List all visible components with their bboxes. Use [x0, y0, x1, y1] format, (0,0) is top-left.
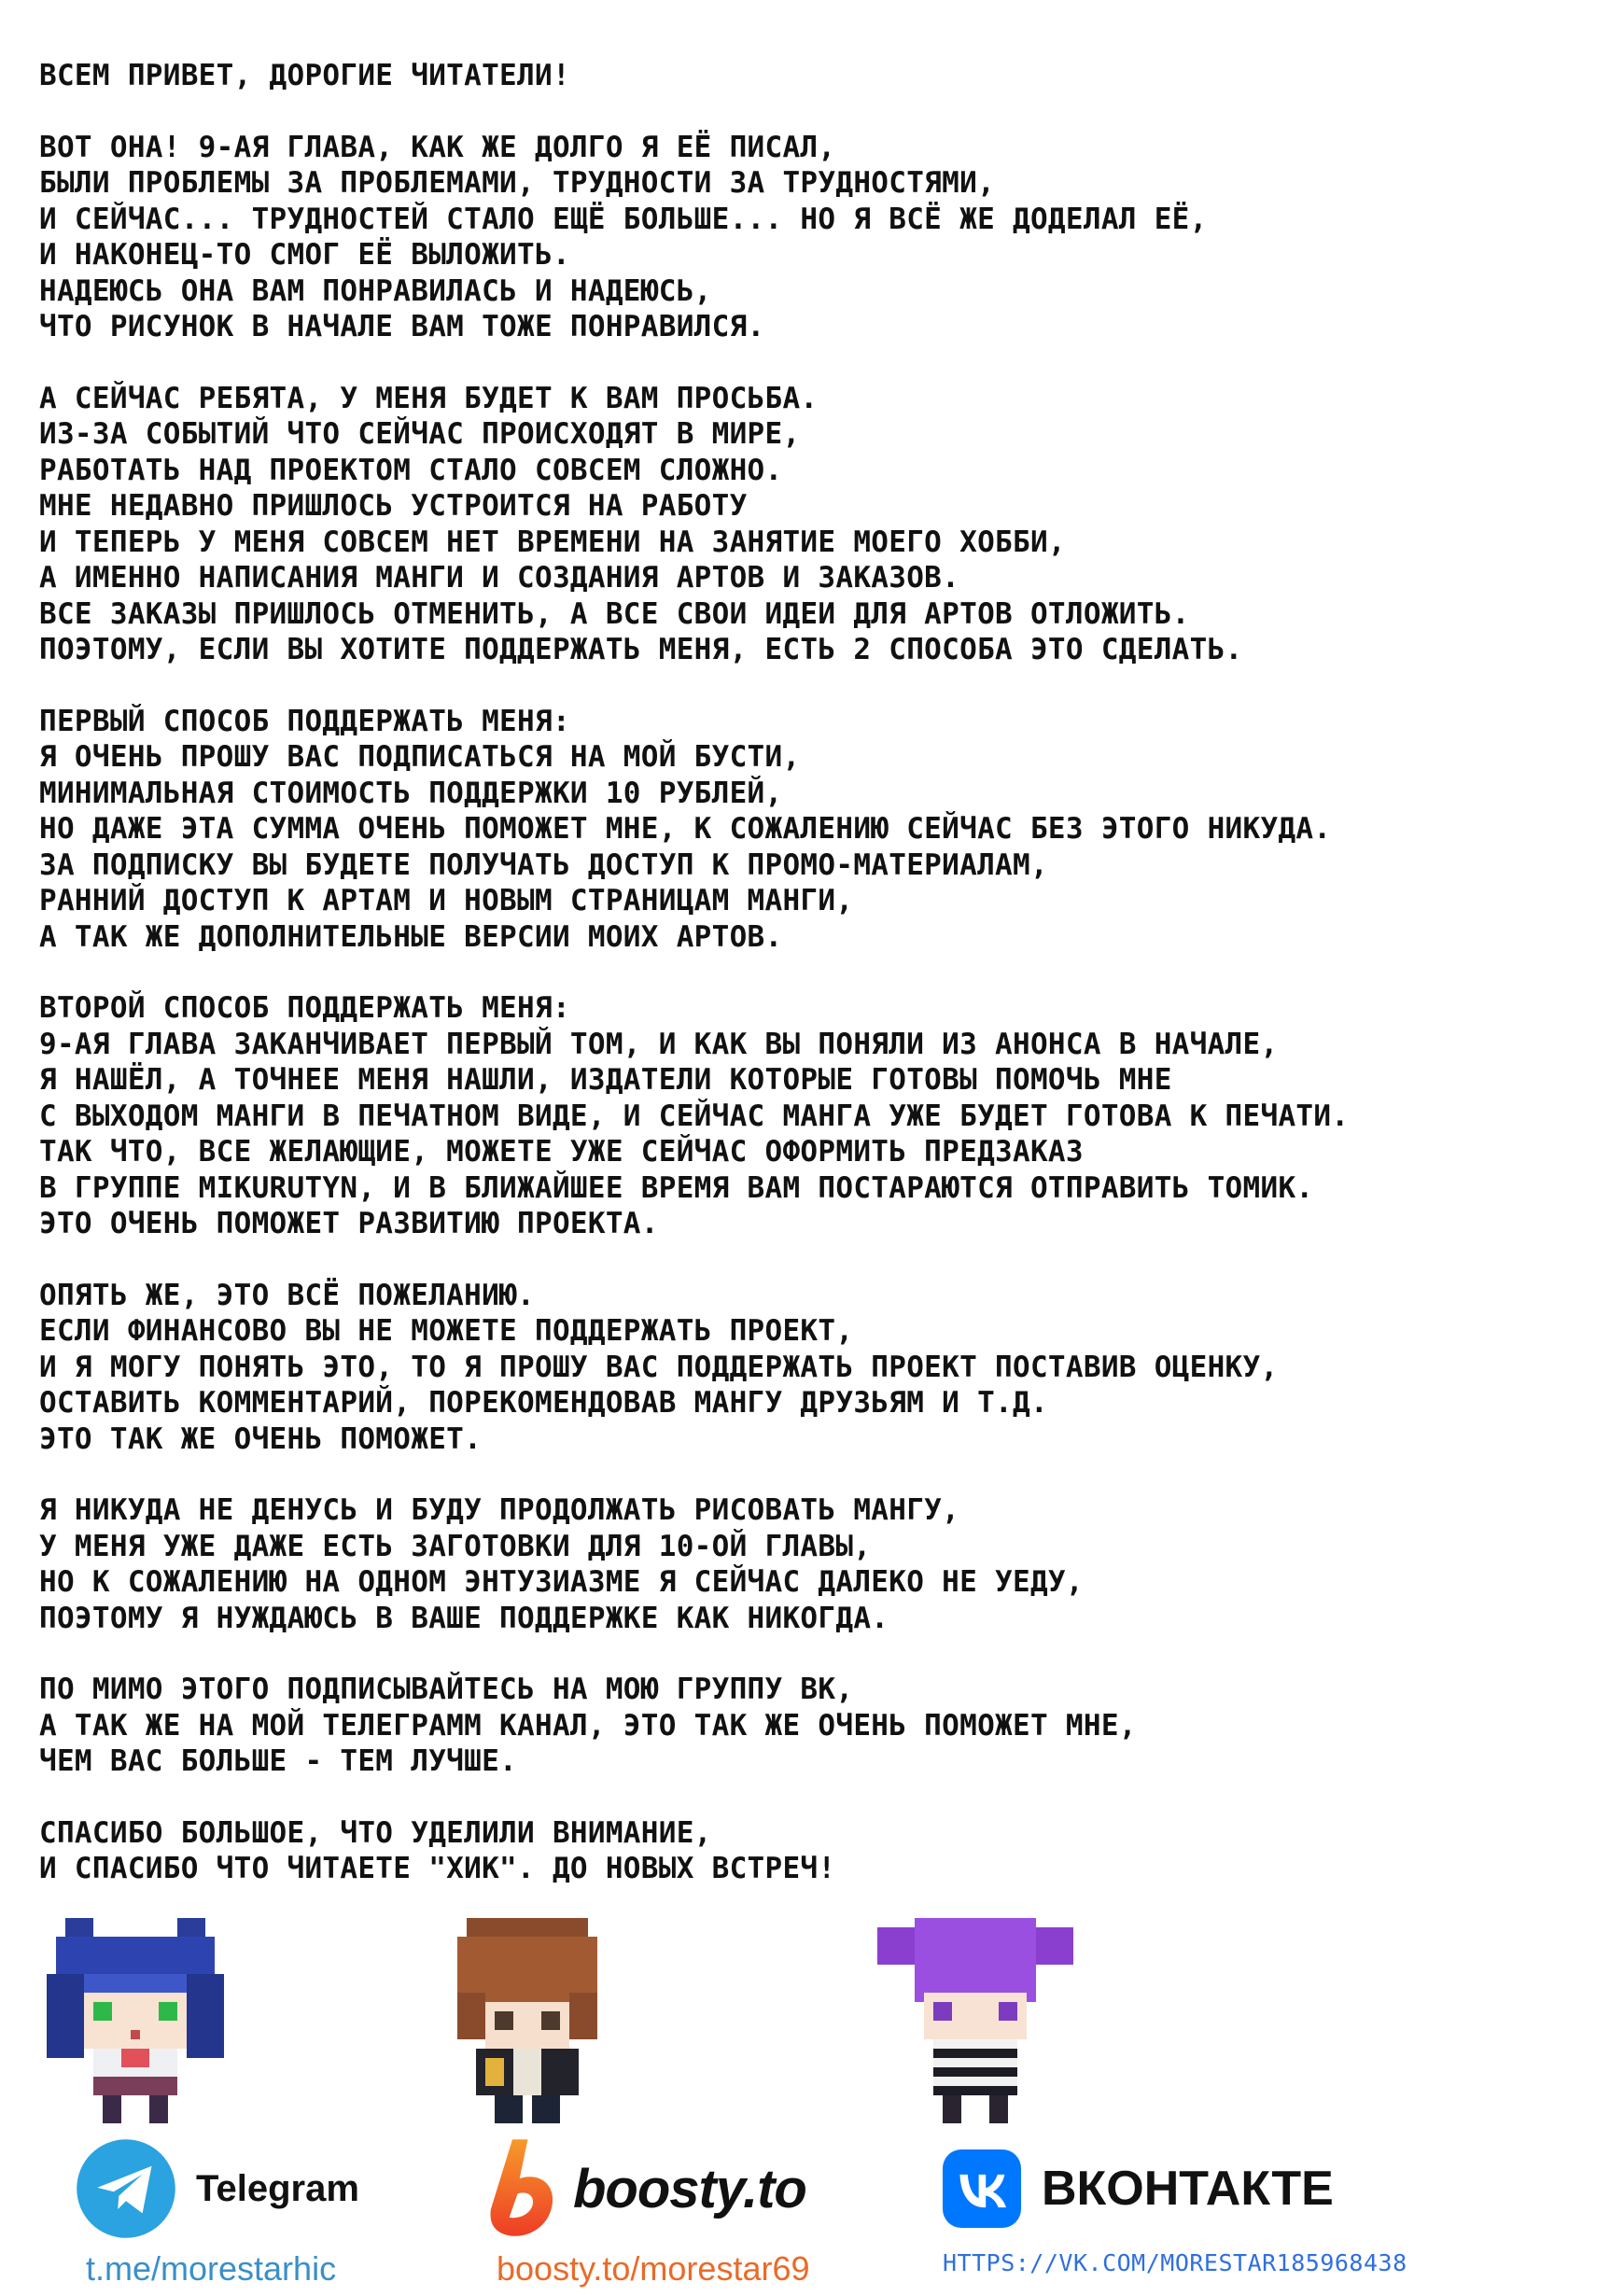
telegram-name: Telegram [196, 2167, 359, 2209]
text-line: И ТЕПЕРЬ У МЕНЯ СОВСЕМ НЕТ ВРЕМЕНИ НА ЗАНЯТИЕ МОЕГО ХОББИ, [39, 525, 1066, 559]
paragraph [39, 990, 1589, 1242]
paragraph [39, 1492, 1589, 1636]
text-line: А ТАК ЖЕ ДОПОЛНИТЕЛЬНЫЕ ВЕРСИИ МОИХ АРТОВ. [39, 919, 783, 954]
text-line: ПЕРВЫЙ СПОСОБ ПОДДЕРЖАТЬ МЕНЯ: [39, 704, 570, 738]
purple-haired-girl-sprite [877, 1918, 1073, 2123]
text-line: ОСТАВИТЬ КОММЕНТАРИЙ, ПОРЕКОМЕНДОВАВ МАНГУ ДРУЗЬЯМ И Т.Д. [39, 1386, 1048, 1420]
text-line: У МЕНЯ УЖЕ ДАЖЕ ЕСТЬ ЗАГОТОВКИ ДЛЯ 10-ОЙ ГЛАВЫ, [39, 1529, 872, 1563]
paragraph [39, 1815, 1589, 1887]
boosty-block[interactable] [485, 2137, 896, 2287]
text-line: ЗА ПОДПИСКУ ВЫ БУДЕТЕ ПОЛУЧАТЬ ДОСТУП К ПРОМО-МАТЕРИАЛАМ, [39, 847, 1048, 882]
telegram-link[interactable]: t.me/morestarhic [86, 2249, 337, 2288]
text-line: ЧЕМ ВАС БОЛЬШЕ - ТЕМ ЛУЧШЕ. [39, 1744, 518, 1778]
text-line: И СЕЙЧАС... ТРУДНОСТЕЙ СТАЛО ЕЩЁ БОЛЬШЕ... НО Я ВСЁ ЖЕ ДОДЕЛАЛ ЕЁ, [39, 202, 1208, 236]
blue-haired-girl-sprite [37, 1918, 233, 2123]
vk-link[interactable]: HTTPS://VK.COM/MORESTAR185968438 [943, 2249, 1407, 2276]
paragraph [39, 381, 1589, 668]
paragraph [39, 1278, 1589, 1458]
text-line: МИНИМАЛЬНАЯ СТОИМОСТЬ ПОДДЕРЖКИ 10 РУБЛЕЙ, [39, 776, 783, 810]
text-line: НО ДАЖЕ ЭТА СУММА ОЧЕНЬ ПОМОЖЕТ МНЕ, К СОЖАЛЕНИЮ СЕЙЧАС БЕЗ ЭТОГО НИКУДА. [39, 812, 1332, 846]
text-line: ВСЕМ ПРИВЕТ, ДОРОГИЕ ЧИТАТЕЛИ! [39, 59, 570, 92]
text-line: ПО МИМО ЭТОГО ПОДПИСЫВАЙТЕСЬ НА МОЮ ГРУППУ ВК, [39, 1673, 854, 1706]
text-line: ЧТО РИСУНОК В НАЧАЛЕ ВАМ ТОЖЕ ПОНРАВИЛСЯ. [39, 310, 765, 343]
paragraph [39, 58, 1589, 94]
text-line: СПАСИБО БОЛЬШОЕ, ЧТО УДЕЛИЛИ ВНИМАНИЕ, [39, 1815, 712, 1850]
paragraph [39, 704, 1589, 956]
text-line: А ТАК ЖЕ НА МОЙ ТЕЛЕГРАММ КАНАЛ, ЭТО ТАК ЖЕ ОЧЕНЬ ПОМОЖЕТ МНЕ, [39, 1708, 1137, 1743]
text-line: ВОТ ОНА! 9-АЯ ГЛАВА, КАК ЖЕ ДОЛГО Я ЕЁ ПИСАЛ, [39, 130, 836, 164]
text-line: И СПАСИБО ЧТО ЧИТАЕТЕ "ХИК". ДО НОВЫХ ВСТРЕЧ! [39, 1852, 836, 1885]
text-line: РАБОТАТЬ НАД ПРОЕКТОМ СТАЛО СОВСЕМ СЛОЖНО. [39, 453, 783, 487]
text-line: И НАКОНЕЦ-ТО СМОГ ЕЁ ВЫЛОЖИТЬ. [39, 238, 570, 272]
vk-name: ВКОНТАКТЕ [1042, 2162, 1334, 2216]
text-line: ЕСЛИ ФИНАНСОВО ВЫ НЕ МОЖЕТЕ ПОДДЕРЖАТЬ ПРОЕКТ, [39, 1314, 854, 1348]
vk-block[interactable] [943, 2137, 1465, 2287]
text-line: 9-АЯ ГЛАВА ЗАКАНЧИВАЕТ ПЕРВЫЙ ТОМ, И КАК ВЫ ПОНЯЛИ ИЗ АНОНСА В НАЧАЛЕ, [39, 1027, 1279, 1061]
letter-text [39, 58, 1589, 1923]
text-line: ВСЕ ЗАКАЗЫ ПРИШЛОСЬ ОТМЕНИТЬ, А ВСЕ СВОИ ИДЕИ ДЛЯ АРТОВ ОТЛОЖИТЬ. [39, 596, 1190, 631]
text-line: Я НИКУДА НЕ ДЕНУСЬ И БУДУ ПРОДОЛЖАТЬ РИСОВАТЬ МАНГУ, [39, 1493, 960, 1527]
text-line: А СЕЙЧАС РЕБЯТА, У МЕНЯ БУДЕТ К ВАМ ПРОСЬБА. [39, 381, 819, 415]
text-line: С ВЫХОДОМ МАНГИ В ПЕЧАТНОМ ВИДЕ, И СЕЙЧАС МАНГА УЖЕ БУДЕТ ГОТОВА К ПЕЧАТИ. [39, 1099, 1350, 1133]
paragraph [39, 1672, 1589, 1780]
text-line: НАДЕЮСЬ ОНА ВАМ ПОНРАВИЛАСЬ И НАДЕЮСЬ, [39, 273, 712, 308]
brown-haired-boy-sprite [429, 1918, 625, 2123]
telegram-block[interactable] [75, 2137, 411, 2287]
paragraph [39, 130, 1589, 345]
text-line: ОПЯТЬ ЖЕ, ЭТО ВСЁ ПОЖЕЛАНИЮ. [39, 1278, 535, 1312]
text-line: МНЕ НЕДАВНО ПРИШЛОСЬ УСТРОИТСЯ НА РАБОТУ [39, 489, 748, 523]
vk-icon [943, 2149, 1021, 2228]
text-line: НО К СОЖАЛЕНИЮ НА ОДНОМ ЭНТУЗИАЗМЕ Я СЕЙЧАС ДАЛЕКО НЕ УЕДУ, [39, 1565, 1084, 1599]
text-line: Я ОЧЕНЬ ПРОШУ ВАС ПОДПИСАТЬСЯ НА МОЙ БУСТИ, [39, 740, 801, 774]
text-line: БЫЛИ ПРОБЛЕМЫ ЗА ПРОБЛЕМАМИ, ТРУДНОСТИ ЗА ТРУДНОСТЯМИ, [39, 166, 996, 200]
text-line: А ИМЕННО НАПИСАНИЯ МАНГИ И СОЗДАНИЯ АРТОВ И ЗАКАЗОВ. [39, 561, 960, 595]
text-line: Я НАШЁЛ, А ТОЧНЕЕ МЕНЯ НАШЛИ, ИЗДАТЕЛИ КОТОРЫЕ ГОТОВЫ ПОМОЧЬ МНЕ [39, 1063, 1172, 1097]
text-line: ЭТО ОЧЕНЬ ПОМОЖЕТ РАЗВИТИЮ ПРОЕКТА. [39, 1207, 659, 1240]
boosty-name: boosty.to [573, 2158, 806, 2219]
boosty-link[interactable]: boosty.to/morestar69 [497, 2249, 810, 2288]
text-line: ИЗ-ЗА СОБЫТИЙ ЧТО СЕЙЧАС ПРОИСХОДЯТ В МИРЕ, [39, 417, 801, 451]
boosty-icon [485, 2137, 560, 2240]
text-line: ТАК ЧТО, ВСЕ ЖЕЛАЮЩИЕ, МОЖЕТЕ УЖЕ СЕЙЧАС ОФОРМИТЬ ПРЕДЗАКАЗ [39, 1135, 1084, 1169]
text-line: ВТОРОЙ СПОСОБ ПОДДЕРЖАТЬ МЕНЯ: [39, 991, 570, 1025]
telegram-icon [75, 2137, 177, 2240]
text-line: ЭТО ТАК ЖЕ ОЧЕНЬ ПОМОЖЕТ. [39, 1421, 483, 1456]
text-line: ПОЭТОМУ, ЕСЛИ ВЫ ХОТИТЕ ПОДДЕРЖАТЬ МЕНЯ, ЕСТЬ 2 СПОСОБА ЭТО СДЕЛАТЬ. [39, 633, 1243, 666]
text-line: В ГРУППЕ MIKURUTYN, И В БЛИЖАЙШЕЕ ВРЕМЯ ВАМ ПОСТАРАЮТСЯ ОТПРАВИТЬ ТОМИК. [39, 1170, 1314, 1205]
text-line: РАННИЙ ДОСТУП К АРТАМ И НОВЫМ СТРАНИЦАМ МАНГИ, [39, 884, 854, 917]
text-line: ПОЭТОМУ Я НУЖДАЮСЬ В ВАШЕ ПОДДЕРЖКЕ КАК НИКОГДА. [39, 1601, 889, 1635]
text-line: И Я МОГУ ПОНЯТЬ ЭТО, ТО Я ПРОШУ ВАС ПОДДЕРЖАТЬ ПРОЕКТ ПОСТАВИВ ОЦЕНКУ, [39, 1350, 1279, 1384]
